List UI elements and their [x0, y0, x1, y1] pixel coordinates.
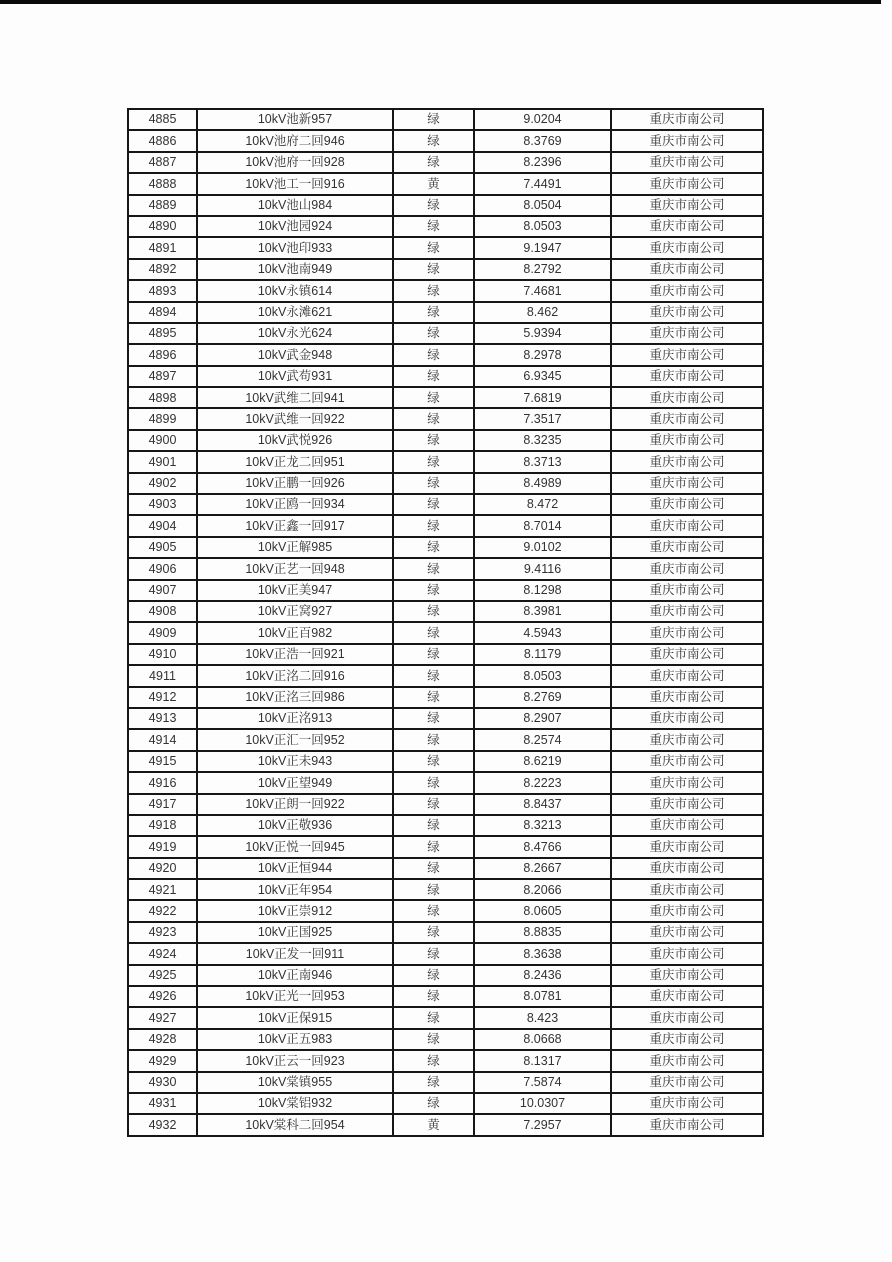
- table-row: [128, 195, 763, 216]
- cell-value: 8.2223: [474, 772, 611, 793]
- cell-company: 重庆市南公司: [611, 922, 763, 943]
- cell-seq: 4893: [128, 280, 197, 301]
- cell-company: 重庆市南公司: [611, 1029, 763, 1050]
- cell-value: 8.2978: [474, 344, 611, 365]
- cell-seq: 4889: [128, 195, 197, 216]
- cell-seq: 4905: [128, 537, 197, 558]
- cell-seq: 4903: [128, 494, 197, 515]
- cell-line-name: 10kV池印933: [197, 237, 393, 258]
- cell-value: 8.1317: [474, 1050, 611, 1071]
- cell-status: 绿: [393, 1029, 474, 1050]
- cell-line-name: 10kV正未943: [197, 751, 393, 772]
- cell-value: 8.8835: [474, 922, 611, 943]
- table-row: [128, 451, 763, 472]
- cell-value: 8.1179: [474, 644, 611, 665]
- cell-seq: 4912: [128, 687, 197, 708]
- cell-status: 绿: [393, 729, 474, 750]
- cell-value: 9.1947: [474, 237, 611, 258]
- cell-seq: 4885: [128, 109, 197, 130]
- cell-seq: 4925: [128, 965, 197, 986]
- cell-status: 绿: [393, 580, 474, 601]
- cell-company: 重庆市南公司: [611, 387, 763, 408]
- table-row: [128, 794, 763, 815]
- cell-seq: 4899: [128, 408, 197, 429]
- table-row: [128, 900, 763, 921]
- cell-seq: 4911: [128, 665, 197, 686]
- cell-line-name: 10kV棠镇955: [197, 1072, 393, 1093]
- cell-line-name: 10kV武金948: [197, 344, 393, 365]
- cell-seq: 4901: [128, 451, 197, 472]
- cell-line-name: 10kV正望949: [197, 772, 393, 793]
- table-row: [128, 601, 763, 622]
- cell-status: 绿: [393, 494, 474, 515]
- cell-company: 重庆市南公司: [611, 644, 763, 665]
- cell-line-name: 10kV池园924: [197, 216, 393, 237]
- cell-value: 8.0504: [474, 195, 611, 216]
- cell-company: 重庆市南公司: [611, 1072, 763, 1093]
- table-row: [128, 280, 763, 301]
- cell-seq: 4886: [128, 130, 197, 151]
- cell-status: 绿: [393, 794, 474, 815]
- cell-company: 重庆市南公司: [611, 109, 763, 130]
- cell-status: 绿: [393, 751, 474, 772]
- cell-value: 8.462: [474, 302, 611, 323]
- cell-company: 重庆市南公司: [611, 323, 763, 344]
- table-row: [128, 965, 763, 986]
- cell-value: 7.2957: [474, 1114, 611, 1135]
- cell-company: 重庆市南公司: [611, 772, 763, 793]
- table-row: [128, 1029, 763, 1050]
- cell-status: 绿: [393, 387, 474, 408]
- cell-seq: 4931: [128, 1093, 197, 1114]
- table-row: [128, 130, 763, 151]
- cell-line-name: 10kV正悦一回945: [197, 836, 393, 857]
- cell-company: 重庆市南公司: [611, 537, 763, 558]
- table-row: [128, 922, 763, 943]
- cell-value: 8.2907: [474, 708, 611, 729]
- cell-status: 绿: [393, 1007, 474, 1028]
- cell-status: 绿: [393, 836, 474, 857]
- feeder-table-body: [128, 109, 763, 1136]
- cell-status: 绿: [393, 195, 474, 216]
- cell-seq: 4919: [128, 836, 197, 857]
- table-row: [128, 644, 763, 665]
- cell-company: 重庆市南公司: [611, 259, 763, 280]
- scan-artifact-top-bar: [0, 0, 881, 4]
- table-row: [128, 430, 763, 451]
- cell-status: 绿: [393, 622, 474, 643]
- cell-status: 绿: [393, 1093, 474, 1114]
- cell-status: 绿: [393, 430, 474, 451]
- cell-value: 8.4989: [474, 473, 611, 494]
- cell-seq: 4926: [128, 986, 197, 1007]
- cell-value: 8.3769: [474, 130, 611, 151]
- cell-value: 8.2769: [474, 687, 611, 708]
- cell-company: 重庆市南公司: [611, 986, 763, 1007]
- cell-status: 绿: [393, 451, 474, 472]
- cell-value: 5.9394: [474, 323, 611, 344]
- table-row: [128, 1050, 763, 1071]
- cell-status: 黄: [393, 1114, 474, 1135]
- cell-seq: 4900: [128, 430, 197, 451]
- cell-line-name: 10kV池山984: [197, 195, 393, 216]
- cell-status: 绿: [393, 879, 474, 900]
- cell-seq: 4898: [128, 387, 197, 408]
- cell-line-name: 10kV正窝927: [197, 601, 393, 622]
- cell-company: 重庆市南公司: [611, 302, 763, 323]
- cell-seq: 4920: [128, 858, 197, 879]
- table-row: [128, 558, 763, 579]
- table-row: [128, 879, 763, 900]
- cell-line-name: 10kV正浩一回921: [197, 644, 393, 665]
- cell-status: 绿: [393, 558, 474, 579]
- cell-status: 绿: [393, 152, 474, 173]
- cell-company: 重庆市南公司: [611, 836, 763, 857]
- cell-status: 绿: [393, 302, 474, 323]
- cell-status: 绿: [393, 473, 474, 494]
- cell-seq: 4923: [128, 922, 197, 943]
- table-row: [128, 473, 763, 494]
- cell-seq: 4896: [128, 344, 197, 365]
- cell-company: 重庆市南公司: [611, 794, 763, 815]
- cell-seq: 4897: [128, 366, 197, 387]
- cell-value: 8.3981: [474, 601, 611, 622]
- cell-value: 7.5874: [474, 1072, 611, 1093]
- table-row: [128, 836, 763, 857]
- table-row: [128, 1114, 763, 1135]
- cell-company: 重庆市南公司: [611, 280, 763, 301]
- cell-value: 8.0668: [474, 1029, 611, 1050]
- cell-line-name: 10kV正洺913: [197, 708, 393, 729]
- cell-status: 绿: [393, 644, 474, 665]
- cell-value: 8.3235: [474, 430, 611, 451]
- cell-company: 重庆市南公司: [611, 687, 763, 708]
- table-row: [128, 109, 763, 130]
- table-row: [128, 1007, 763, 1028]
- cell-company: 重庆市南公司: [611, 665, 763, 686]
- cell-seq: 4909: [128, 622, 197, 643]
- cell-line-name: 10kV正美947: [197, 580, 393, 601]
- feeder-line-table: [127, 108, 764, 1137]
- cell-line-name: 10kV正国925: [197, 922, 393, 943]
- cell-line-name: 10kV正崇912: [197, 900, 393, 921]
- cell-line-name: 10kV棠铝932: [197, 1093, 393, 1114]
- table-row: [128, 858, 763, 879]
- cell-seq: 4918: [128, 815, 197, 836]
- cell-seq: 4915: [128, 751, 197, 772]
- cell-line-name: 10kV池新957: [197, 109, 393, 130]
- table-row: [128, 366, 763, 387]
- cell-value: 7.4681: [474, 280, 611, 301]
- cell-seq: 4932: [128, 1114, 197, 1135]
- cell-status: 黄: [393, 173, 474, 194]
- cell-line-name: 10kV正年954: [197, 879, 393, 900]
- cell-seq: 4917: [128, 794, 197, 815]
- cell-status: 绿: [393, 515, 474, 536]
- cell-value: 10.0307: [474, 1093, 611, 1114]
- cell-company: 重庆市南公司: [611, 451, 763, 472]
- cell-company: 重庆市南公司: [611, 173, 763, 194]
- cell-company: 重庆市南公司: [611, 1093, 763, 1114]
- cell-value: 9.4116: [474, 558, 611, 579]
- cell-line-name: 10kV正保915: [197, 1007, 393, 1028]
- table-row: [128, 772, 763, 793]
- cell-seq: 4929: [128, 1050, 197, 1071]
- table-row: [128, 815, 763, 836]
- cell-company: 重庆市南公司: [611, 601, 763, 622]
- cell-company: 重庆市南公司: [611, 943, 763, 964]
- cell-value: 8.3638: [474, 943, 611, 964]
- table-row: [128, 943, 763, 964]
- cell-status: 绿: [393, 601, 474, 622]
- table-row: [128, 408, 763, 429]
- cell-status: 绿: [393, 943, 474, 964]
- cell-company: 重庆市南公司: [611, 879, 763, 900]
- cell-company: 重庆市南公司: [611, 965, 763, 986]
- cell-status: 绿: [393, 280, 474, 301]
- cell-value: 8.0781: [474, 986, 611, 1007]
- cell-status: 绿: [393, 665, 474, 686]
- cell-seq: 4907: [128, 580, 197, 601]
- cell-seq: 4906: [128, 558, 197, 579]
- cell-status: 绿: [393, 922, 474, 943]
- cell-status: 绿: [393, 965, 474, 986]
- cell-seq: 4908: [128, 601, 197, 622]
- cell-company: 重庆市南公司: [611, 558, 763, 579]
- cell-status: 绿: [393, 408, 474, 429]
- cell-seq: 4913: [128, 708, 197, 729]
- table-row: [128, 387, 763, 408]
- table-row: [128, 216, 763, 237]
- cell-company: 重庆市南公司: [611, 494, 763, 515]
- cell-seq: 4916: [128, 772, 197, 793]
- cell-company: 重庆市南公司: [611, 708, 763, 729]
- cell-value: 9.0204: [474, 109, 611, 130]
- cell-seq: 4887: [128, 152, 197, 173]
- cell-line-name: 10kV正艺一回948: [197, 558, 393, 579]
- cell-line-name: 10kV武维二回941: [197, 387, 393, 408]
- cell-seq: 4910: [128, 644, 197, 665]
- cell-seq: 4928: [128, 1029, 197, 1050]
- cell-value: 8.2066: [474, 879, 611, 900]
- cell-value: 9.0102: [474, 537, 611, 558]
- cell-value: 8.1298: [474, 580, 611, 601]
- cell-value: 8.4766: [474, 836, 611, 857]
- cell-status: 绿: [393, 815, 474, 836]
- cell-line-name: 10kV正鑫一回917: [197, 515, 393, 536]
- cell-status: 绿: [393, 858, 474, 879]
- cell-line-name: 10kV正光一回953: [197, 986, 393, 1007]
- cell-value: 8.0503: [474, 665, 611, 686]
- cell-line-name: 10kV永镇614: [197, 280, 393, 301]
- cell-value: 6.9345: [474, 366, 611, 387]
- cell-company: 重庆市南公司: [611, 430, 763, 451]
- table-row: [128, 515, 763, 536]
- cell-value: 7.4491: [474, 173, 611, 194]
- cell-seq: 4930: [128, 1072, 197, 1093]
- cell-company: 重庆市南公司: [611, 344, 763, 365]
- cell-seq: 4888: [128, 173, 197, 194]
- table-row: [128, 259, 763, 280]
- table-row: [128, 729, 763, 750]
- cell-company: 重庆市南公司: [611, 751, 763, 772]
- cell-line-name: 10kV武苟931: [197, 366, 393, 387]
- cell-company: 重庆市南公司: [611, 1050, 763, 1071]
- cell-value: 8.0503: [474, 216, 611, 237]
- cell-line-name: 10kV池府二回946: [197, 130, 393, 151]
- cell-line-name: 10kV正洺三回986: [197, 687, 393, 708]
- cell-status: 绿: [393, 366, 474, 387]
- cell-company: 重庆市南公司: [611, 622, 763, 643]
- cell-company: 重庆市南公司: [611, 237, 763, 258]
- cell-line-name: 10kV正朗一回922: [197, 794, 393, 815]
- cell-value: 8.423: [474, 1007, 611, 1028]
- table-row: [128, 237, 763, 258]
- cell-value: 8.3713: [474, 451, 611, 472]
- table-row: [128, 687, 763, 708]
- cell-line-name: 10kV永光624: [197, 323, 393, 344]
- cell-line-name: 10kV永滩621: [197, 302, 393, 323]
- cell-status: 绿: [393, 687, 474, 708]
- cell-company: 重庆市南公司: [611, 729, 763, 750]
- cell-value: 7.6819: [474, 387, 611, 408]
- cell-value: 8.2667: [474, 858, 611, 879]
- cell-line-name: 10kV正洺二回916: [197, 665, 393, 686]
- cell-line-name: 10kV正百982: [197, 622, 393, 643]
- table-row: [128, 537, 763, 558]
- table-row: [128, 1072, 763, 1093]
- table-row: [128, 173, 763, 194]
- cell-status: 绿: [393, 772, 474, 793]
- cell-company: 重庆市南公司: [611, 515, 763, 536]
- cell-status: 绿: [393, 1050, 474, 1071]
- cell-line-name: 10kV正五983: [197, 1029, 393, 1050]
- cell-status: 绿: [393, 259, 474, 280]
- cell-company: 重庆市南公司: [611, 195, 763, 216]
- table-row: [128, 708, 763, 729]
- cell-line-name: 10kV池府一回928: [197, 152, 393, 173]
- cell-line-name: 10kV正鸥一回934: [197, 494, 393, 515]
- cell-seq: 4890: [128, 216, 197, 237]
- table-row: [128, 622, 763, 643]
- cell-status: 绿: [393, 237, 474, 258]
- cell-company: 重庆市南公司: [611, 473, 763, 494]
- cell-line-name: 10kV正南946: [197, 965, 393, 986]
- cell-status: 绿: [393, 708, 474, 729]
- table-row: [128, 302, 763, 323]
- cell-value: 8.2396: [474, 152, 611, 173]
- table-row: [128, 494, 763, 515]
- table-row: [128, 344, 763, 365]
- cell-value: 4.5943: [474, 622, 611, 643]
- cell-company: 重庆市南公司: [611, 366, 763, 387]
- cell-seq: 4914: [128, 729, 197, 750]
- cell-company: 重庆市南公司: [611, 408, 763, 429]
- cell-value: 8.6219: [474, 751, 611, 772]
- table-row: [128, 152, 763, 173]
- cell-line-name: 10kV正发一回911: [197, 943, 393, 964]
- cell-status: 绿: [393, 323, 474, 344]
- cell-value: 8.0605: [474, 900, 611, 921]
- cell-value: 8.2574: [474, 729, 611, 750]
- cell-company: 重庆市南公司: [611, 1114, 763, 1135]
- cell-value: 7.3517: [474, 408, 611, 429]
- cell-status: 绿: [393, 1072, 474, 1093]
- cell-line-name: 10kV正云一回923: [197, 1050, 393, 1071]
- cell-status: 绿: [393, 986, 474, 1007]
- cell-seq: 4922: [128, 900, 197, 921]
- cell-value: 8.472: [474, 494, 611, 515]
- cell-status: 绿: [393, 900, 474, 921]
- table-row: [128, 580, 763, 601]
- cell-company: 重庆市南公司: [611, 815, 763, 836]
- cell-company: 重庆市南公司: [611, 216, 763, 237]
- cell-seq: 4895: [128, 323, 197, 344]
- cell-seq: 4924: [128, 943, 197, 964]
- cell-line-name: 10kV正汇一回952: [197, 729, 393, 750]
- cell-seq: 4904: [128, 515, 197, 536]
- cell-value: 8.7014: [474, 515, 611, 536]
- cell-line-name: 10kV武悦926: [197, 430, 393, 451]
- cell-company: 重庆市南公司: [611, 1007, 763, 1028]
- cell-line-name: 10kV棠科二回954: [197, 1114, 393, 1135]
- cell-value: 8.2792: [474, 259, 611, 280]
- cell-status: 绿: [393, 130, 474, 151]
- table-row: [128, 323, 763, 344]
- cell-line-name: 10kV正龙二回951: [197, 451, 393, 472]
- cell-company: 重庆市南公司: [611, 580, 763, 601]
- cell-status: 绿: [393, 344, 474, 365]
- cell-value: 8.8437: [474, 794, 611, 815]
- cell-company: 重庆市南公司: [611, 130, 763, 151]
- cell-line-name: 10kV池工一回916: [197, 173, 393, 194]
- cell-seq: 4894: [128, 302, 197, 323]
- cell-line-name: 10kV正恒944: [197, 858, 393, 879]
- cell-seq: 4891: [128, 237, 197, 258]
- cell-value: 8.3213: [474, 815, 611, 836]
- cell-seq: 4927: [128, 1007, 197, 1028]
- cell-line-name: 10kV池南949: [197, 259, 393, 280]
- table-row: [128, 986, 763, 1007]
- cell-value: 8.2436: [474, 965, 611, 986]
- table-row: [128, 751, 763, 772]
- cell-line-name: 10kV正鹏一回926: [197, 473, 393, 494]
- cell-company: 重庆市南公司: [611, 900, 763, 921]
- cell-seq: 4902: [128, 473, 197, 494]
- cell-seq: 4892: [128, 259, 197, 280]
- cell-status: 绿: [393, 216, 474, 237]
- cell-line-name: 10kV武维一回922: [197, 408, 393, 429]
- table-row: [128, 1093, 763, 1114]
- cell-seq: 4921: [128, 879, 197, 900]
- table-row: [128, 665, 763, 686]
- cell-line-name: 10kV正解985: [197, 537, 393, 558]
- cell-company: 重庆市南公司: [611, 152, 763, 173]
- cell-status: 绿: [393, 537, 474, 558]
- cell-status: 绿: [393, 109, 474, 130]
- cell-line-name: 10kV正敬936: [197, 815, 393, 836]
- cell-company: 重庆市南公司: [611, 858, 763, 879]
